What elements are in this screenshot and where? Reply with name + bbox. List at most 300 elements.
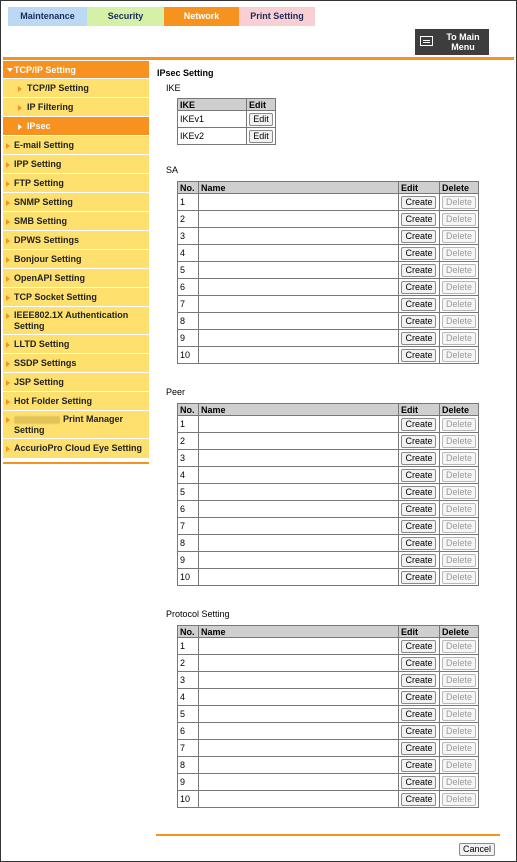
- delete-button[interactable]: Delete: [442, 725, 476, 738]
- edit-cell: [398, 296, 439, 313]
- delete-cell: [439, 535, 478, 552]
- table-row: [178, 518, 479, 535]
- table-header-row: [178, 404, 479, 416]
- ike-name-cell: IKEv1: [178, 111, 247, 128]
- ike-section-label: IKE: [166, 83, 181, 93]
- sa-name-cell: [198, 296, 398, 313]
- arrow-right-icon: [6, 417, 10, 423]
- delete-cell: [439, 330, 478, 347]
- create-button[interactable]: Create: [401, 503, 436, 516]
- delete-cell: [439, 757, 478, 774]
- edit-cell: [398, 689, 439, 706]
- sidebar-item-ip-filtering[interactable]: [3, 98, 149, 117]
- create-button[interactable]: Create: [401, 793, 436, 806]
- sidebar-item-openapi-setting[interactable]: [3, 269, 149, 288]
- edit-cell: [398, 518, 439, 535]
- peer-name-cell: [198, 501, 398, 518]
- triangle-down-icon: [7, 68, 13, 72]
- create-button[interactable]: Create: [401, 315, 436, 328]
- delete-button[interactable]: Delete: [442, 657, 476, 670]
- arrow-right-icon: [6, 200, 10, 206]
- bottom-divider: [156, 834, 500, 836]
- create-button[interactable]: Create: [401, 657, 436, 670]
- delete-button[interactable]: Delete: [442, 281, 476, 294]
- delete-button[interactable]: Delete: [442, 469, 476, 482]
- to-main-menu-button[interactable]: [415, 29, 489, 55]
- sidebar-item-label: TCP/IP Setting: [27, 83, 89, 93]
- peer-name-cell: [198, 450, 398, 467]
- col-no-header: No.: [178, 182, 199, 194]
- delete-button[interactable]: Delete: [442, 315, 476, 328]
- create-button[interactable]: Create: [401, 418, 436, 431]
- table-row: [178, 111, 276, 128]
- edit-cell: [398, 706, 439, 723]
- sidebar-item-label: SSDP Settings: [14, 358, 77, 368]
- sidebar: [3, 61, 149, 458]
- sidebar-item-tcpip-setting-header[interactable]: [3, 61, 149, 79]
- delete-button[interactable]: Delete: [442, 708, 476, 721]
- arrow-right-icon: [6, 162, 10, 168]
- sidebar-item-label-line2: Setting: [14, 321, 45, 331]
- sidebar-item-label: JSP Setting: [14, 377, 64, 387]
- arrow-right-icon: [6, 446, 10, 452]
- protocol-name-cell: [198, 638, 398, 655]
- delete-cell: [439, 296, 478, 313]
- delete-cell: [439, 501, 478, 518]
- delete-cell: [439, 706, 478, 723]
- sidebar-item-dpws-settings[interactable]: [3, 231, 149, 250]
- edit-cell: [398, 194, 439, 211]
- delete-button[interactable]: Delete: [442, 674, 476, 687]
- edit-cell: [398, 262, 439, 279]
- table-row: [178, 194, 479, 211]
- create-button[interactable]: Create: [401, 520, 436, 533]
- col-edit-header: Edit: [247, 99, 276, 111]
- sidebar-item-label: IPsec: [27, 121, 51, 131]
- col-no-header: No.: [178, 626, 199, 638]
- cancel-button[interactable]: Cancel: [459, 843, 495, 856]
- peer-name-cell: [198, 569, 398, 586]
- delete-button[interactable]: Delete: [442, 520, 476, 533]
- peer-name-cell: [198, 416, 398, 433]
- delete-cell: [439, 211, 478, 228]
- sa-name-cell: [198, 279, 398, 296]
- table-row: [178, 262, 479, 279]
- delete-cell: [439, 569, 478, 586]
- edit-cell: [398, 569, 439, 586]
- row-number: 4: [178, 689, 199, 706]
- arrow-right-icon: [6, 257, 10, 263]
- sidebar-item-ipsec[interactable]: [3, 117, 149, 136]
- sa-name-cell: [198, 194, 398, 211]
- delete-cell: [439, 228, 478, 245]
- ike-name-cell: IKEv2: [178, 128, 247, 145]
- create-button[interactable]: Create: [401, 725, 436, 738]
- row-number: 1: [178, 416, 199, 433]
- sidebar-item-label: LLTD Setting: [14, 339, 70, 349]
- table-header-row: [178, 626, 479, 638]
- row-number: 10: [178, 569, 199, 586]
- row-number: 1: [178, 194, 199, 211]
- edit-cell: [398, 467, 439, 484]
- table-row: [178, 672, 479, 689]
- arrow-right-icon: [6, 342, 10, 348]
- create-button[interactable]: Create: [401, 691, 436, 704]
- protocol-name-cell: [198, 757, 398, 774]
- create-button[interactable]: Create: [401, 759, 436, 772]
- sa-section-label: SA: [166, 165, 179, 175]
- col-delete-header: Delete: [439, 404, 478, 416]
- tab-maintenance[interactable]: Maintenance: [8, 7, 87, 26]
- edit-cell: [398, 279, 439, 296]
- sa-table: [177, 181, 479, 364]
- delete-cell: [439, 740, 478, 757]
- create-button[interactable]: Create: [401, 213, 436, 226]
- create-button[interactable]: Create: [401, 452, 436, 465]
- create-button[interactable]: Create: [401, 776, 436, 789]
- delete-cell: [439, 433, 478, 450]
- edit-cell: [398, 484, 439, 501]
- sidebar-item-print-manager-setting[interactable]: [3, 411, 149, 439]
- arrow-right-icon: [18, 105, 22, 111]
- arrow-right-icon: [6, 219, 10, 225]
- table-row: [178, 467, 479, 484]
- table-row: [178, 296, 479, 313]
- sidebar-item-jsp-setting[interactable]: [3, 373, 149, 392]
- delete-button[interactable]: Delete: [442, 503, 476, 516]
- create-button[interactable]: Create: [401, 281, 436, 294]
- tab-network[interactable]: Network: [164, 7, 239, 26]
- page-title: IPsec Setting: [157, 68, 214, 78]
- sidebar-item-snmp-setting[interactable]: [3, 193, 149, 212]
- arrow-right-icon: [6, 143, 10, 149]
- sidebar-item-label: IPP Setting: [14, 159, 62, 169]
- row-number: 8: [178, 535, 199, 552]
- row-number: 2: [178, 433, 199, 450]
- edit-cell: [398, 552, 439, 569]
- sidebar-item-label: FTP Setting: [14, 178, 64, 188]
- create-button[interactable]: Create: [401, 640, 436, 653]
- delete-button[interactable]: Delete: [442, 793, 476, 806]
- row-number: 6: [178, 501, 199, 518]
- to-main-menu-label-line1: To Main: [446, 32, 480, 42]
- delete-cell: [439, 638, 478, 655]
- sidebar-item-tcp-socket-setting[interactable]: [3, 288, 149, 307]
- create-button[interactable]: Create: [401, 332, 436, 345]
- sidebar-item-accuriopro-cloud-eye-setting[interactable]: [3, 439, 149, 458]
- table-row: [178, 279, 479, 296]
- sa-name-cell: [198, 330, 398, 347]
- sidebar-item-label: SMB Setting: [14, 216, 67, 226]
- protocol-name-cell: [198, 723, 398, 740]
- arrow-right-icon: [6, 181, 10, 187]
- delete-cell: [439, 672, 478, 689]
- sa-name-cell: [198, 313, 398, 330]
- table-row: [178, 211, 479, 228]
- edit-cell: [398, 655, 439, 672]
- create-button[interactable]: Create: [401, 554, 436, 567]
- sidebar-item-label-line1: IEEE802.1X Authentication: [14, 310, 129, 320]
- top-tabs: [8, 7, 315, 26]
- create-button[interactable]: Create: [401, 674, 436, 687]
- row-number: 4: [178, 245, 199, 262]
- to-main-menu-label-line2: Menu: [451, 42, 475, 52]
- delete-button[interactable]: Delete: [442, 435, 476, 448]
- table-row: [178, 313, 479, 330]
- delete-cell: [439, 774, 478, 791]
- create-button[interactable]: Create: [401, 298, 436, 311]
- row-number: 8: [178, 313, 199, 330]
- table-row: [178, 689, 479, 706]
- col-edit-header: Edit: [398, 182, 439, 194]
- row-number: 4: [178, 467, 199, 484]
- arrow-right-icon: [18, 124, 22, 130]
- protocol-table: [177, 625, 479, 808]
- sidebar-item-label: AccurioPro Cloud Eye Setting: [14, 443, 143, 453]
- tab-security[interactable]: Security: [87, 7, 164, 26]
- delete-cell: [439, 194, 478, 211]
- sidebar-item-smb-setting[interactable]: [3, 212, 149, 231]
- delete-cell: [439, 467, 478, 484]
- edit-cell: [398, 740, 439, 757]
- sidebar-item-label: OpenAPI Setting: [14, 273, 86, 283]
- sa-name-cell: [198, 262, 398, 279]
- edit-cell: [398, 245, 439, 262]
- table-header-row: [178, 182, 479, 194]
- table-row: [178, 347, 479, 364]
- col-delete-header: Delete: [439, 182, 478, 194]
- table-row: [178, 484, 479, 501]
- delete-cell: [439, 347, 478, 364]
- edit-cell: [398, 228, 439, 245]
- sidebar-item-label-text: Print Manager: [63, 414, 124, 424]
- create-button[interactable]: Create: [401, 469, 436, 482]
- arrow-right-icon: [6, 238, 10, 244]
- row-number: 5: [178, 706, 199, 723]
- row-number: 7: [178, 740, 199, 757]
- delete-button[interactable]: Delete: [442, 571, 476, 584]
- col-name-header: Name: [198, 626, 398, 638]
- table-row: [178, 128, 276, 145]
- edit-cell: [398, 313, 439, 330]
- protocol-name-cell: [198, 672, 398, 689]
- table-row: [178, 433, 479, 450]
- table-row: [178, 245, 479, 262]
- peer-name-cell: [198, 535, 398, 552]
- sa-name-cell: [198, 211, 398, 228]
- col-ike-header: IKE: [178, 99, 247, 111]
- create-button[interactable]: Create: [401, 537, 436, 550]
- peer-section-label: Peer: [166, 387, 186, 397]
- sidebar-item-bonjour-setting[interactable]: [3, 250, 149, 269]
- table-row: [178, 330, 479, 347]
- sidebar-item-ftp-setting[interactable]: [3, 174, 149, 193]
- delete-button[interactable]: Delete: [442, 554, 476, 567]
- table-row: [178, 723, 479, 740]
- row-number: 6: [178, 723, 199, 740]
- delete-button[interactable]: Delete: [442, 537, 476, 550]
- delete-button[interactable]: Delete: [442, 452, 476, 465]
- table-header-row: [178, 99, 276, 111]
- sidebar-item-ipp-setting[interactable]: [3, 155, 149, 174]
- create-button[interactable]: Create: [401, 264, 436, 277]
- table-row: [178, 757, 479, 774]
- edit-cell: [247, 128, 276, 145]
- table-row: [178, 416, 479, 433]
- protocol-name-cell: [198, 740, 398, 757]
- sidebar-item-label-line1: [14, 414, 149, 425]
- sidebar-item-tcpip-setting[interactable]: [3, 79, 149, 98]
- edit-cell: [398, 347, 439, 364]
- row-number: 2: [178, 211, 199, 228]
- edit-button[interactable]: Edit: [249, 113, 273, 126]
- edit-cell: [398, 723, 439, 740]
- delete-button[interactable]: Delete: [442, 349, 476, 362]
- create-button[interactable]: Create: [401, 571, 436, 584]
- edit-cell: [398, 450, 439, 467]
- table-row: [178, 774, 479, 791]
- create-button[interactable]: Create: [401, 196, 436, 209]
- delete-button[interactable]: Delete: [442, 196, 476, 209]
- create-button[interactable]: Create: [401, 708, 436, 721]
- delete-cell: [439, 484, 478, 501]
- col-name-header: Name: [198, 182, 398, 194]
- delete-button[interactable]: Delete: [442, 486, 476, 499]
- delete-cell: [439, 552, 478, 569]
- delete-button[interactable]: Delete: [442, 742, 476, 755]
- row-number: 6: [178, 279, 199, 296]
- edit-cell: [398, 416, 439, 433]
- table-row: [178, 655, 479, 672]
- edit-cell: [398, 501, 439, 518]
- edit-cell: [398, 774, 439, 791]
- top-divider: [3, 57, 514, 60]
- arrow-right-icon: [6, 380, 10, 386]
- edit-cell: [398, 330, 439, 347]
- edit-cell: [398, 672, 439, 689]
- table-row: [178, 638, 479, 655]
- row-number: 9: [178, 330, 199, 347]
- delete-button[interactable]: Delete: [442, 332, 476, 345]
- sidebar-bottom-divider: [3, 462, 149, 464]
- create-button[interactable]: Create: [401, 349, 436, 362]
- sidebar-item-ieee8021x-setting[interactable]: [3, 307, 149, 335]
- table-row: [178, 791, 479, 808]
- delete-button[interactable]: Delete: [442, 247, 476, 260]
- col-name-header: Name: [198, 404, 398, 416]
- delete-cell: [439, 689, 478, 706]
- delete-cell: [439, 518, 478, 535]
- tab-print-setting[interactable]: Print Setting: [239, 7, 315, 26]
- arrow-right-icon: [6, 276, 10, 282]
- row-number: 3: [178, 450, 199, 467]
- peer-name-cell: [198, 484, 398, 501]
- delete-cell: [439, 450, 478, 467]
- blurred-product-name: [14, 416, 60, 424]
- sidebar-item-email-setting[interactable]: [3, 136, 149, 155]
- sidebar-item-label: SNMP Setting: [14, 197, 73, 207]
- edit-cell: [398, 433, 439, 450]
- protocol-name-cell: [198, 655, 398, 672]
- table-row: [178, 569, 479, 586]
- table-row: [178, 228, 479, 245]
- delete-button[interactable]: Delete: [442, 418, 476, 431]
- delete-cell: [439, 245, 478, 262]
- table-row: [178, 552, 479, 569]
- delete-button[interactable]: Delete: [442, 264, 476, 277]
- row-number: 2: [178, 655, 199, 672]
- sidebar-item-ssdp-settings[interactable]: [3, 354, 149, 373]
- edit-button[interactable]: Edit: [249, 130, 273, 143]
- create-button[interactable]: Create: [401, 435, 436, 448]
- ike-table: [177, 98, 276, 145]
- delete-button[interactable]: Delete: [442, 776, 476, 789]
- table-row: [178, 740, 479, 757]
- menu-icon: [420, 36, 433, 46]
- create-button[interactable]: Create: [401, 742, 436, 755]
- protocol-name-cell: [198, 774, 398, 791]
- row-number: 3: [178, 228, 199, 245]
- delete-cell: [439, 279, 478, 296]
- delete-cell: [439, 313, 478, 330]
- sidebar-item-label-line2: Setting: [14, 425, 45, 435]
- delete-button[interactable]: Delete: [442, 640, 476, 653]
- row-number: 9: [178, 774, 199, 791]
- sidebar-item-lltd-setting[interactable]: [3, 335, 149, 354]
- row-number: 5: [178, 484, 199, 501]
- protocol-name-cell: [198, 791, 398, 808]
- row-number: 7: [178, 296, 199, 313]
- sa-name-cell: [198, 228, 398, 245]
- delete-cell: [439, 791, 478, 808]
- sidebar-item-hot-folder-setting[interactable]: [3, 392, 149, 411]
- protocol-name-cell: [198, 689, 398, 706]
- sidebar-item-label: TCP Socket Setting: [14, 292, 97, 302]
- row-number: 7: [178, 518, 199, 535]
- create-button[interactable]: Create: [401, 230, 436, 243]
- delete-button[interactable]: Delete: [442, 213, 476, 226]
- arrow-right-icon: [6, 313, 10, 319]
- edit-cell: [398, 211, 439, 228]
- peer-name-cell: [198, 552, 398, 569]
- delete-button[interactable]: Delete: [442, 759, 476, 772]
- arrow-right-icon: [6, 399, 10, 405]
- sidebar-item-label: E-mail Setting: [14, 140, 75, 150]
- row-number: 5: [178, 262, 199, 279]
- peer-table: [177, 403, 479, 586]
- sidebar-item-label: IP Filtering: [27, 102, 74, 112]
- delete-cell: [439, 416, 478, 433]
- sidebar-item-label: TCP/IP Setting: [14, 65, 76, 75]
- col-edit-header: Edit: [398, 404, 439, 416]
- arrow-right-icon: [6, 295, 10, 301]
- arrow-right-icon: [6, 361, 10, 367]
- create-button[interactable]: Create: [401, 247, 436, 260]
- delete-button[interactable]: Delete: [442, 230, 476, 243]
- create-button[interactable]: Create: [401, 486, 436, 499]
- peer-name-cell: [198, 467, 398, 484]
- delete-button[interactable]: Delete: [442, 298, 476, 311]
- delete-button[interactable]: Delete: [442, 691, 476, 704]
- table-row: [178, 535, 479, 552]
- row-number: 10: [178, 347, 199, 364]
- col-edit-header: Edit: [398, 626, 439, 638]
- edit-cell: [398, 757, 439, 774]
- arrow-right-icon: [18, 86, 22, 92]
- edit-cell: [398, 791, 439, 808]
- delete-cell: [439, 723, 478, 740]
- edit-cell: [247, 111, 276, 128]
